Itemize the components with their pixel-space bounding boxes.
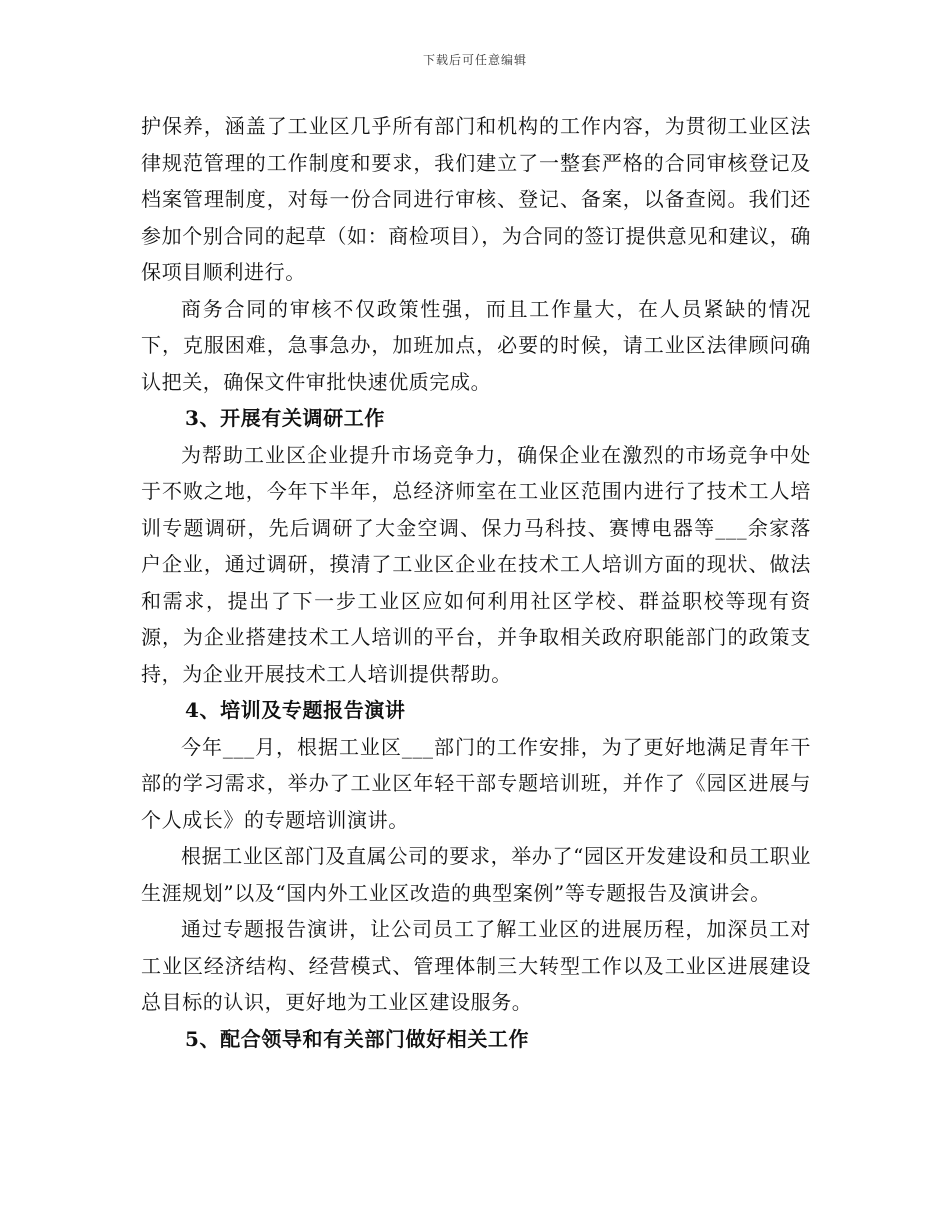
paragraph: 商务合同的审核不仅政策性强，而且工作量大，在人员紧缺的情况下，克服困难，急事急办，加班加点，必要的时候，请工业区法律顾问确认把关，确保文件审批快速优质完成。 [141,296,811,394]
paragraph: 通过专题报告演讲，让公司员工了解工业区的进展历程，加深员工对工业区经济结构、经营模式、管理体制三大转型工作以及工业区进展建设总目标的认识，更好地为工业区建设服务。 [141,917,811,1014]
document-body [141,108,811,1057]
section-heading: 4、培训及专题报告演讲 [185,698,406,722]
paragraph: 为帮助工业区企业提升市场竞争力，确保企业在激烈的市场竞争中处于不败之地，今年下半年，总经济师室在工业区范围内进行了技术工人培训专题调研，先后调研了大金空调、保力马科技、赛博电器等___余家落户企业，通过调研，摸清了工业区企业在技术工人培训方面的现状、做法和需求，提出了下一步工业区应如何利用社区学校、群益职校等现有资源，为企业搭建技术工人培训的平台，并争取相关政府职能部门的政策支持，为企业开展技术工人培训提供帮助。 [141,442,811,686]
section-heading: 5、配合领导和有关部门做好相关工作 [185,1026,530,1051]
paragraph: 护保养，涵盖了工业区几乎所有部门和机构的工作内容，为贯彻工业区法律规范管理的工作制度和要求，我们建立了一整套严格的合同审核登记及档案管理制度，对每一份合同进行审核、登记、备案，以备查阅。我们还参加个别合同的起草（如：商检项目），为合同的签订提供意见和建议，确保项目顺利进行。 [141,114,811,284]
paragraph: 根据工业区部门及直属公司的要求，举办了“园区开发建设和员工职业生涯规划”以及“国内外工业区改造的典型案例”等专题报告及演讲会。 [141,844,811,905]
paragraph: 今年___月，根据工业区___部门的工作安排，为了更好地满足青年干部的学习需求，举办了工业区年轻干部专题培训班，并作了《园区进展与个人成长》的专题培训演讲。 [141,734,811,832]
section-heading: 3、开展有关调研工作 [185,406,385,430]
page-header: 下载后可任意编辑 [422,53,527,67]
